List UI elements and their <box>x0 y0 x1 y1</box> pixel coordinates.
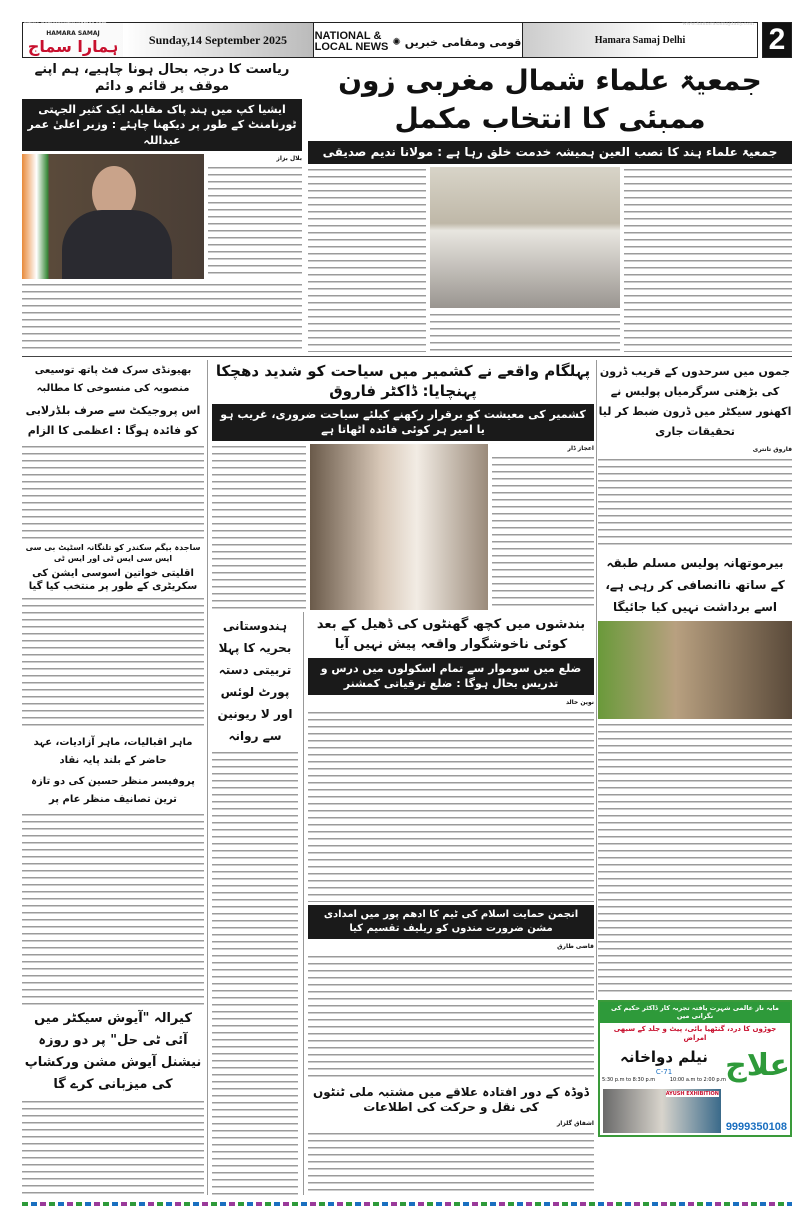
anjuman-byline: قاضی طارق <box>557 942 594 950</box>
ad-banner: AYUSH EXHIBITION <box>665 1091 719 1098</box>
omar-photo <box>22 154 204 279</box>
article-body-text <box>308 1131 594 1195</box>
divider <box>22 356 792 357</box>
section-en-1: NATIONAL & <box>314 30 382 42</box>
jamiat-headline: جمعیۃ علماء شمال مغربی زون ممبئی کا انتخاب مکمل <box>338 64 762 135</box>
article-body-text <box>624 167 792 352</box>
article-body-text <box>212 750 298 1195</box>
article-body-text <box>22 444 204 540</box>
masthead <box>22 22 758 58</box>
footer-strip <box>22 1202 792 1206</box>
article-body-text <box>308 954 594 1082</box>
article-body-text <box>22 1099 204 1195</box>
article-body-text <box>22 282 302 352</box>
section-en-2: LOCAL NEWS <box>314 41 389 53</box>
drone-headline: جموں میں سرحدوں کے قریب ڈرون کی بڑھتی سرگرمیاں پولیس نے اکھنور سیکٹر میں ڈرون ضبط کر لیا تحقیقات جاری <box>598 365 792 438</box>
omar-story <box>22 62 302 352</box>
navy-headline: ہندوستانی بحریہ کا پہلا تربیتی دستہ پورٹ لوئس اور لا ریونین سے روانہ <box>217 619 293 743</box>
farooq-photo <box>310 444 488 610</box>
ad-ailments: جوڑوں کا درد، گنٹھیا بائی، پیٹ و جلد کے سبھی امراض <box>613 1024 777 1042</box>
article-body-text <box>308 167 426 352</box>
navy-story <box>212 615 298 1195</box>
edition-city: Hamara Samaj Delhi <box>523 23 757 57</box>
doda-headline: ڈوڈہ کے دور افتادہ علاقے میں مشتبہ ملی ٹنٹوں کی نقل و حرکت کی اطلاعات <box>312 1084 590 1115</box>
iqbaliyat-headline: ماہر اقبالیات، ماہر آزادیات، عہد حاضر کے بلند پایہ نقاد <box>33 737 193 766</box>
doda-byline: اشفاق گلزار <box>556 1120 594 1127</box>
ad-clinic: نیلم دواخانہ <box>620 1048 708 1067</box>
bandish-byline: نوین خالد <box>565 698 594 706</box>
omar-byline: بلال بزاز <box>276 154 302 162</box>
bandish-headline: بندشوں میں کچھ گھنٹوں کی ڈھیل کے بعد کوئی ناخوشگوار واقعہ پیش نہیں آیا <box>316 617 586 652</box>
beermothana-headline: بیرموتھانہ پولیس مسلم طبقہ کے ساتھ ناانصافی کر رہی ہے، اسے برداشت نہیں کیا جائیگا <box>605 555 785 614</box>
right-column <box>598 362 792 996</box>
website: www.hamarasamajdaily.com <box>682 21 754 27</box>
bhiwandi-deck: اس پروجیکٹ سے صرف بلڈرلابی کو فائدہ ہوگا : اعظمی کا الزام <box>25 404 201 437</box>
section-label <box>313 23 523 57</box>
column-rule <box>596 360 597 1000</box>
bhiwandi-headline: بھیونڈی سرک فٹ پاتھ توسیعی منصوبہ کی منسوخی کا مطالبہ <box>34 365 192 394</box>
section-ur: قومی ومقامی خبریں <box>404 35 522 49</box>
article-body-text <box>208 165 302 279</box>
article-body-text <box>492 455 594 610</box>
omar-deck: ایشیا کپ میں ہند پاک مقابلہ ایک کثیر الجہتی ٹورنامنٹ کے طور پر دیکھنا چاہئے : وزیر اعلیٰ عمر عبداللہ <box>22 99 302 151</box>
page-number <box>762 22 792 58</box>
article-body-text <box>308 710 594 902</box>
farooq-headline: پہلگام واقعے نے کشمیر میں سیاحت کو شدید دھچکا پہنچایا: ڈاکٹر فاروق <box>215 362 591 400</box>
ad-hours-evening: 5:30 p.m to 8:30 p.m <box>602 1076 656 1083</box>
ad-address: C-71 <box>655 1067 673 1076</box>
beermothana-photo <box>598 621 792 719</box>
omar-headline: ریاست کا درجہ بحال ہونا چاہیے، ہم اپنے موقف پر قائم و دائم <box>34 62 290 94</box>
article-body-text <box>212 444 306 610</box>
article-body-text <box>22 596 204 731</box>
farooq-byline: اعجاز ڈار <box>567 444 594 452</box>
article-body-text <box>430 312 620 352</box>
sajida-headline: ساجدہ بیگم سکندر کو تلنگانہ اسٹیٹ بی سی ایس سی ایس ٹی اور ایس ٹی <box>25 543 201 563</box>
ad-hours-morning: 10:00 a.m to 2:00 p.m <box>669 1076 726 1083</box>
anjuman-headline: انجمن حمایت اسلام کی ٹیم کا ادھم پور میں امدادی مشن ضرورت مندوں کو ریلیف تقسیم کیا <box>308 905 594 939</box>
logo <box>23 23 123 57</box>
clinic-ad[interactable] <box>598 1000 792 1137</box>
ad-top: مایہ ناز عالمی شہرت یافتہ تجربہ کار ڈاکٹر حکیم کی نگرانی میں <box>600 1002 790 1023</box>
bandish-deck: ضلع میں سوموار سے تمام اسکولوں میں درس و تدریس بحال ہوگا : ضلع ترقیاتی کمشنر <box>308 658 594 695</box>
center-lower <box>308 615 594 1195</box>
flower-icon: ✺ <box>392 36 401 48</box>
logo-en: HAMARA SAMAJ <box>46 30 100 37</box>
email: Email: hamarasamaj@gmail.com <box>24 21 107 27</box>
left-column <box>22 362 204 1195</box>
column-rule <box>303 612 304 1195</box>
jamiat-story <box>308 62 792 352</box>
issue-date: Sunday,14 September 2025 <box>123 23 313 57</box>
jamiat-photo <box>430 167 620 308</box>
sajida-deck: اقلیتی خواتین اسوسی ایشن کی سکریٹری کے طور پر منتخب کیا گیا <box>28 568 198 593</box>
farooq-story <box>212 362 594 610</box>
article-body-text <box>598 457 792 549</box>
kerala-headline: کیرالہ "آیوش سیکٹر میں آئی ٹی حل" پر دو روزہ نیشنل آیوش مشن ورکشاپ کی میزبانی کرے گا <box>24 1010 202 1092</box>
page-number-text: 2 <box>763 23 791 57</box>
jamiat-deck: جمعیۃ علماء ہند کا نصب العین ہمیشہ خدمت خلق رہا ہے : مولانا ندیم صدیقی <box>308 141 792 164</box>
article-body-text <box>598 722 792 997</box>
article-body-text <box>22 812 204 1005</box>
farooq-deck: کشمیر کی معیشت کو برقرار رکھنے کیلئے سیاحت ضروری، غریب ہو یا امیر ہر کوئی فائدہ اٹھاتا ہے <box>212 404 594 441</box>
ad-ilaj: علاج <box>725 1048 790 1084</box>
drone-byline: فاروق تانتری <box>752 446 792 453</box>
iqbaliyat-deck: پروفیسر منظر حسین کی دو تازہ ترین تصانیف منظر عام پر <box>31 776 195 805</box>
ad-phone[interactable]: 9999350108 <box>725 1121 787 1134</box>
logo-ur: ہمارا سماج <box>27 37 119 56</box>
column-rule <box>207 360 208 1195</box>
ad-photo <box>603 1089 721 1133</box>
